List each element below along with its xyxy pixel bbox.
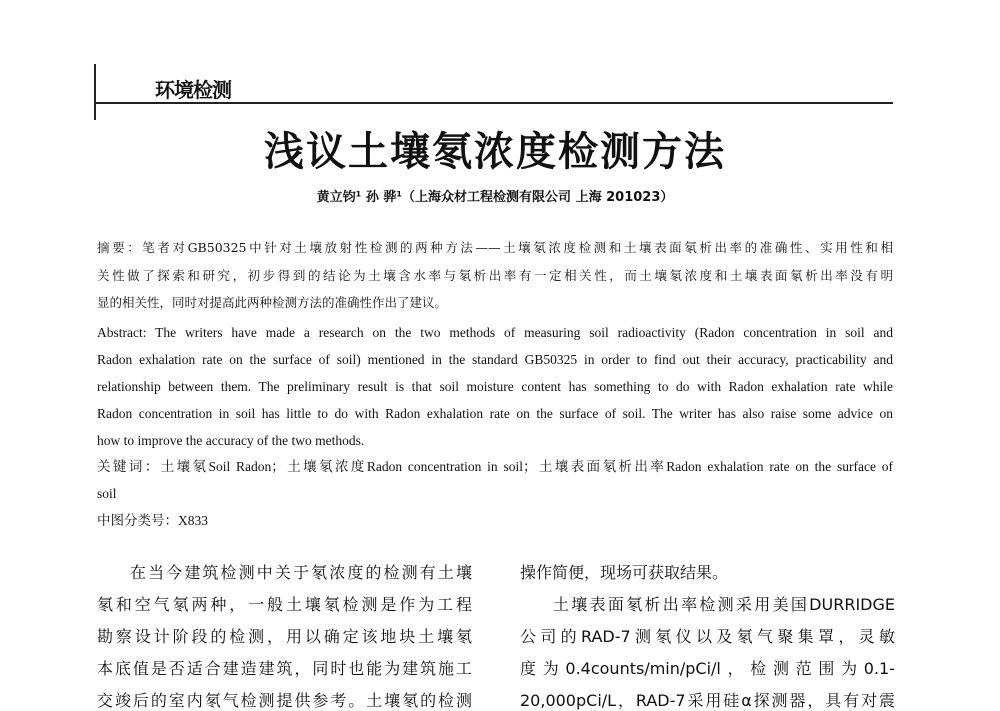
- body-left-line: 勘察设计阶段的检测，用以确定该地块土壤氡: [97, 627, 472, 646]
- header-rule: [95, 102, 893, 104]
- abstract-en-line: Radon concentration in soil has little to do with Radon exhalation rate on the surface of soil. The writer has also raise some advice on: [97, 406, 893, 421]
- section-header: 环境检测: [155, 78, 231, 102]
- abstract-zh-line: 显的相关性，同时对提高此两种检测方法的准确性作出了建议。: [97, 295, 448, 310]
- abstract-en-line: relationship between them. The preliminary result is that soil moisture content has something to do with Radon exhalation rate while: [97, 379, 893, 394]
- body-right-line: 操作简便，现场可获取结果。: [520, 563, 729, 582]
- keywords-line: 关键词：土壤氡Soil Radon；土壤氡浓度Radon concentration in soil；土壤表面氡析出率Radon exhalation rate on the surface of: [97, 459, 893, 474]
- abstract-en-line: Abstract: The writers have made a research on the two methods of measuring soil radioactivity (Radon concentration in soil and: [97, 325, 893, 340]
- body-right-line: 土壤表面氡析出率检测采用美国DURRIDGE: [553, 595, 895, 614]
- abstract-en-line: Radon exhalation rate on the surface of soil) mentioned in the standard GB50325 in order to find out their accuracy, practicability and: [97, 352, 893, 367]
- body-left-line: 氡和空气氡两种，一般土壤氡检测是作为工程: [97, 595, 472, 614]
- body-right-line: 度为0.4counts/min/pCi/l，检测范围为0.1-: [520, 659, 895, 678]
- body-left-line: 在当今建筑检测中关于氡浓度的检测有土壤: [130, 563, 472, 582]
- abstract-zh-line: 关性做了探索和研究，初步得到的结论为土壤含水率与氡析出率有一定相关性，而土壤氡浓度和土壤表面氡析出率没有明: [97, 268, 893, 283]
- abstract-zh-line: 摘要：笔者对GB50325中针对土壤放射性检测的两种方法——土壤氡浓度检测和土壤表面氡析出率的准确性、实用性和相: [97, 240, 893, 255]
- body-right-line: 20,000pCi/L，RAD-7采用硅α探测器，具有对震: [520, 691, 895, 710]
- body-right-line: 公司的RAD-7测氡仪以及氡气聚集罩，灵敏: [520, 627, 895, 646]
- clc-number: 中图分类号：X833: [97, 513, 208, 528]
- keywords-line: soil: [97, 486, 117, 501]
- body-left-line: 交竣后的室内氡气检测提供参考。土壤氡的检测: [97, 691, 472, 710]
- left-margin-bar: [94, 64, 96, 120]
- article-title: 浅议土壤氡浓度检测方法: [264, 129, 726, 175]
- article-authors: 黄立钧¹ 孙 骅¹（上海众材工程检测有限公司 上海 201023）: [316, 190, 674, 205]
- body-left-line: 本底值是否适合建造建筑，同时也能为建筑施工: [97, 659, 472, 678]
- abstract-en-line: how to improve the accuracy of the two methods.: [97, 433, 365, 448]
